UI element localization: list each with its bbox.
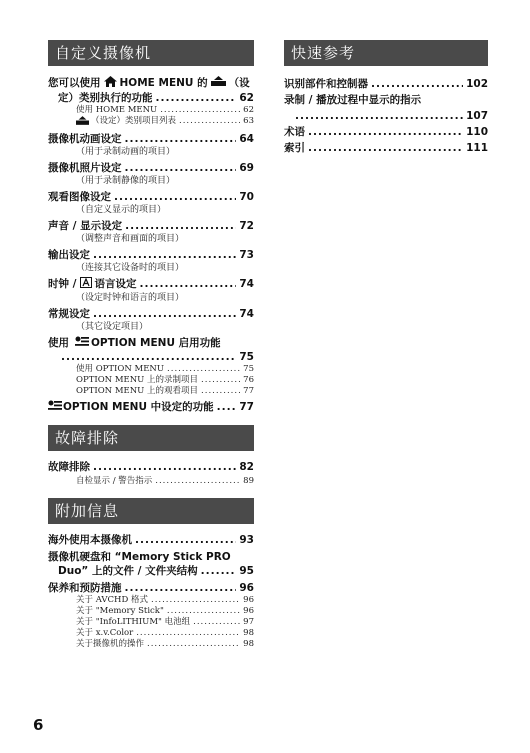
- toc-desc: （调整声音和画面的项目）: [76, 234, 185, 244]
- toc-entry-option-menu[interactable]: 使用 OPTION MENU 启用功能: [48, 337, 221, 349]
- toc-entry-indicators-cont[interactable]: ..... 107: [284, 109, 488, 123]
- home-icon: [104, 76, 117, 91]
- toc-entry-view-image[interactable]: 观看图像设定 ..... 70: [48, 190, 254, 204]
- toc-subentry[interactable]: 使用 HOME MENU ..... 62: [48, 105, 254, 116]
- toc-entry-parts[interactable]: 识别部件和控制器 ..... 102: [284, 77, 488, 91]
- toc-entry-camera-movie[interactable]: 摄像机动画设定 ..... 64: [48, 132, 254, 146]
- section-header-troubleshooting: 故障排除: [48, 425, 254, 451]
- section-header-additional-info: 附加信息: [48, 498, 254, 524]
- toc-entry-overseas[interactable]: 海外使用本摄像机 ..... 93: [48, 533, 254, 547]
- toc-subentry[interactable]: 关于摄像机的操作 ..... 98: [48, 639, 254, 650]
- toc-subentry[interactable]: （设定）类别项目列表 ..... 63: [48, 116, 254, 129]
- toc-desc: （用于录制动画的项目）: [76, 147, 176, 157]
- section-header-quick-reference: 快速参考: [284, 40, 488, 66]
- toc-desc: （设定时钟和语言的项目）: [76, 293, 185, 303]
- toc-entry-camera-photo[interactable]: 摄像机照片设定 ..... 69: [48, 161, 254, 175]
- language-icon: [80, 277, 92, 292]
- toc-entry-general[interactable]: 常规设定 ..... 74: [48, 307, 254, 321]
- toc-subentry[interactable]: 使用 OPTION MENU ..... 75: [48, 364, 254, 375]
- toc-subentry[interactable]: 关于 AVCHD 格式 ..... 96: [48, 595, 254, 606]
- toc-subentry[interactable]: 关于 "Memory Stick" ..... 96: [48, 606, 254, 617]
- toc-subentry[interactable]: OPTION MENU 上的观看项目 ..... 77: [48, 386, 254, 397]
- toc-entry-home-menu[interactable]: 您可以使用 HOME MENU 的 （设: [48, 77, 250, 89]
- toc-entry-glossary[interactable]: 术语 ..... 110: [284, 125, 488, 139]
- toc-desc: （其它设定项目）: [76, 322, 149, 332]
- toc-right-column: [284, 40, 488, 155]
- settings-category-icon: [76, 116, 89, 129]
- settings-category-icon: [211, 76, 226, 91]
- option-menu-icon: [48, 400, 62, 414]
- page-ref: 62: [239, 92, 254, 104]
- toc-entry-file-structure[interactable]: 摄像机硬盘和 “Memory Stick PRO: [48, 551, 231, 563]
- toc-desc: （用于录制静像的项目）: [76, 176, 176, 186]
- toc-desc: （自定义显示的项目）: [76, 205, 167, 215]
- toc-entry-index[interactable]: 索引 ..... 111: [284, 141, 488, 155]
- toc-entry-clock-language[interactable]: 时钟 / 语言设定 ..... 74: [48, 277, 254, 292]
- toc-left-column: [48, 40, 254, 650]
- toc-subentry[interactable]: 关于 x.v.Color ..... 98: [48, 628, 254, 639]
- toc-entry-troubleshooting[interactable]: 故障排除 ..... 82: [48, 460, 254, 474]
- toc-entry-output[interactable]: 输出设定 ..... 73: [48, 248, 254, 262]
- toc-subentry[interactable]: OPTION MENU 上的录制项目 ..... 76: [48, 375, 254, 386]
- toc-entry-maintenance[interactable]: 保养和预防措施 ..... 96: [48, 581, 254, 595]
- option-menu-icon: [75, 336, 89, 350]
- toc-desc: （连接其它设备时的项目）: [76, 263, 185, 273]
- toc-subentry[interactable]: 自检显示 / 警告指示 ..... 89: [48, 476, 254, 487]
- toc-subentry[interactable]: 关于 "InfoLITHIUM" 电池组 ..... 97: [48, 617, 254, 628]
- toc-entry-file-structure-cont[interactable]: Duo” 上的文件 / 文件夹结构 ..... 95: [48, 564, 254, 578]
- toc-entry-sound-display[interactable]: 声音 / 显示设定 ..... 72: [48, 219, 254, 233]
- toc-entry-indicators[interactable]: 录制 / 播放过程中显示的指示: [284, 94, 422, 106]
- toc-entry-home-menu-cont[interactable]: 定）类别执行的功能 ..... 62: [48, 91, 254, 105]
- toc-entry-option-menu-cont[interactable]: ..... 75: [48, 350, 254, 364]
- page-number: 6: [33, 716, 44, 734]
- toc-entry-option-functions[interactable]: OPTION MENU 中设定的功能 ..... 77: [48, 400, 254, 414]
- section-header-customize: 自定义摄像机: [48, 40, 254, 66]
